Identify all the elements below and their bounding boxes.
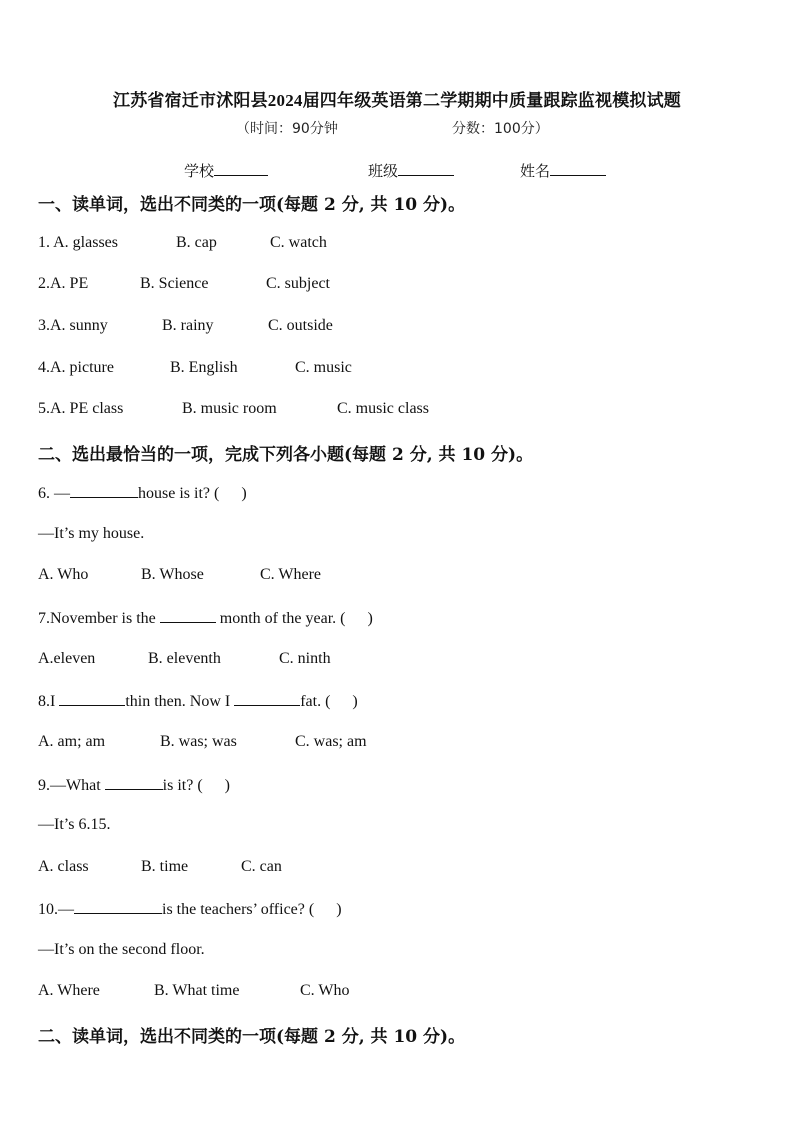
question-stem: 9.—What [38,777,105,794]
option-a: A. am; am [38,733,106,750]
section-heading: 二、读单词，选出不同类的一项(每题 2 分, 共 10 分)。 [38,1027,466,1047]
school-field [184,160,268,181]
question-6 [38,483,247,503]
class-blank [398,160,454,176]
score-label: 分数：100分） [452,121,549,137]
option-c: C. music [295,359,352,376]
option-a: A. glasses [53,234,119,251]
option-a: A. Where [38,982,100,999]
class-field [368,160,454,181]
question-stem: month of the year. ( [215,610,346,627]
option-c: C. music class [337,400,429,417]
answer-blank [70,483,138,498]
school-blank [214,160,268,176]
question-stem: house is it? ( [138,485,220,502]
paren-close: ) [367,610,373,627]
question-stem: 8.I [38,693,60,710]
option-b: B. English [170,359,238,376]
answer-blank [234,691,300,706]
section-heading: 一、读单词，选出不同类的一项(每题 2 分, 共 10 分)。 [38,195,466,215]
option-c: C. subject [266,275,330,292]
option-c: C. Who [300,982,350,999]
question-1 [38,234,118,252]
option-b: B. cap [176,234,217,251]
option-a: A. class [38,858,89,875]
answer-line: —It’s 6.15. [38,816,111,833]
answer-line: —It’s on the second floor. [38,941,205,958]
question-number: 1. [38,234,50,251]
paren-close: ) [352,693,358,710]
option-b: B. Science [140,275,209,292]
answer-blank [160,608,216,623]
answer-blank [105,775,163,790]
option-c: C. Where [260,566,322,583]
name-field [520,160,606,181]
question-9 [38,775,230,795]
option-c: C. was; am [295,733,367,750]
question-7 [38,608,373,628]
option-b: B. was; was [160,733,237,750]
option-b: B. rainy [162,317,214,334]
question-stem: 7.November is the [38,610,160,627]
school-label: 学校 [184,164,215,180]
option-c: C. ninth [279,650,331,667]
question-stem: 10.— [38,901,74,918]
page-title: 江苏省宿迁市沭阳县2024届四年级英语第二学期期中质量跟踪监视模拟试题 [113,91,681,110]
question-stem: is the teachers’ office? ( [162,901,315,918]
option-c: C. outside [268,317,333,334]
option-a: A. Who [38,566,89,583]
name-blank [550,160,606,176]
question-stem: thin then. Now I [125,693,235,710]
paren-close: ) [224,777,230,794]
option-a: 3.A. sunny [38,317,108,334]
option-b: B. time [141,858,189,875]
option-c: C. watch [270,234,327,251]
option-b: B. eleventh [148,650,221,667]
section-heading: 二、选出最恰当的一项，完成下列各小题(每题 2 分, 共 10 分)。 [38,445,534,465]
class-label: 班级 [368,164,399,180]
option-c: C. can [241,858,282,875]
time-label: （时间：90分钟 [236,121,338,137]
option-a: 2.A. PE [38,275,89,292]
question-10 [38,899,342,919]
answer-blank [74,899,162,914]
option-b: B. Whose [141,566,204,583]
option-b: B. music room [182,400,277,417]
option-a: 4.A. picture [38,359,114,376]
question-8 [38,691,358,711]
paren-close: ) [336,901,342,918]
option-b: B. What time [154,982,240,999]
question-stem: fat. ( [300,693,331,710]
answer-blank [59,691,125,706]
paren-close: ) [241,485,247,502]
name-label: 姓名 [520,164,551,180]
option-a: A.eleven [38,650,96,667]
answer-line: —It’s my house. [38,525,145,542]
option-a: 5.A. PE class [38,400,124,417]
question-stem: is it? ( [162,777,203,794]
question-stem: 6. — [38,485,70,502]
